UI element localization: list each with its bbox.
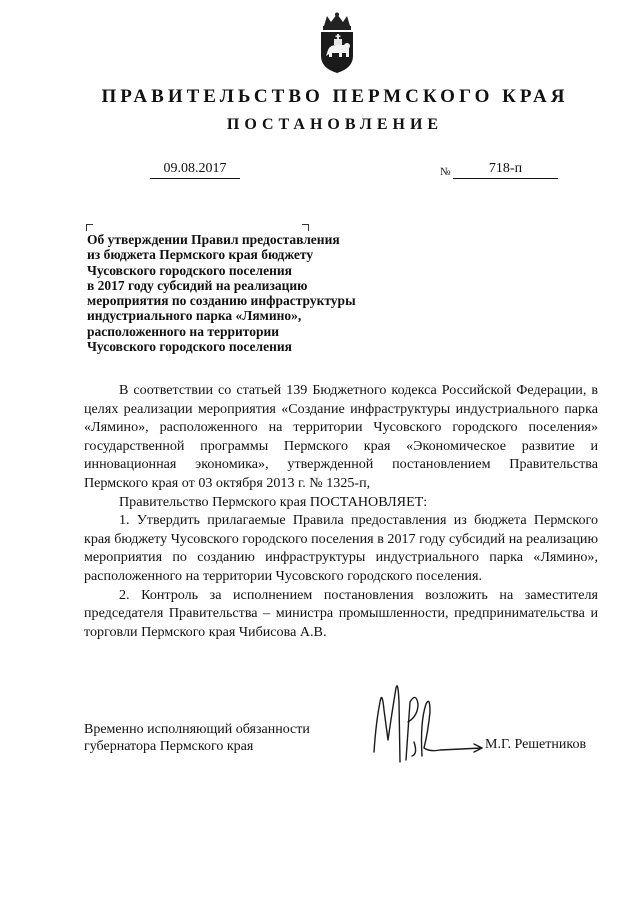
preamble-paragraph: В соответствии со статьей 139 Бюджетного кодекса Российской Федерации, в целях реализации мероприятия «Создание инфраструктуры индустриального парка «Лямино», расположенного на территории Чусовского городского поселения» государственной программы Пермского края «Экономическое развитие и инновационная экономика», утвержденной постановлением Правительства Пермского края от 03 октября 2013 г. № 1325-п, — [84, 382, 598, 491]
subject-line: из бюджета Пермского края бюджету — [87, 247, 314, 263]
subject-line: Чусовского городского поселения — [87, 339, 292, 355]
subject-line: индустриального парка «Лямино», — [87, 308, 302, 324]
decree-paragraph: Правительство Пермского края ПОСТАНОВЛЯЕТ: — [119, 493, 428, 510]
document-body — [84, 381, 598, 641]
subject-line: Об утверждении Правил предоставления — [87, 232, 340, 247]
signatory-position — [84, 722, 310, 755]
government-title: ПРАВИТЕЛЬСТВО ПЕРМСКОГО КРАЯ — [101, 86, 569, 107]
document-date: 09.08.2017 — [150, 160, 240, 179]
document-type-title: ПОСТАНОВЛЕНИЕ — [226, 116, 444, 133]
subject-line: в 2017 году субсидий на реализацию — [87, 277, 308, 293]
perm-krai-coat-of-arms-icon — [314, 12, 360, 74]
document-subject — [87, 232, 417, 354]
handwritten-signature-icon — [370, 682, 485, 770]
subject-line: расположенного на территории — [87, 323, 280, 339]
item-1-paragraph: 1. Утвердить прилагаемые Правила предоставления из бюджета Пермского края бюджету Чусовского городского поселения в 2017 году субсидий на реализацию мероприятия по созданию инфраструктуры индустриального парка «Лямино», расположенного на территории Чусовского городского поселения. — [84, 512, 598, 584]
position-line-1: Временно исполняющий обязанности — [84, 722, 310, 737]
number-sign: № — [440, 166, 451, 178]
subject-corner-mark-left — [86, 224, 93, 231]
item-2-paragraph: 2. Контроль за исполнением постановления возложить на заместителя председателя Правительства – министра промышленности, предпринимательства и торговли Пермского края Чибисова А.В. — [84, 586, 598, 640]
subject-line: Чусовского городского поселения — [87, 262, 292, 278]
subject-corner-mark-right — [302, 224, 309, 231]
position-line-2: губернатора Пермского края — [84, 738, 254, 754]
signer-name: М.Г. Решетников — [485, 737, 587, 752]
document-number: 718-п — [453, 160, 558, 179]
subject-line: мероприятия по созданию инфраструктуры — [87, 293, 356, 309]
